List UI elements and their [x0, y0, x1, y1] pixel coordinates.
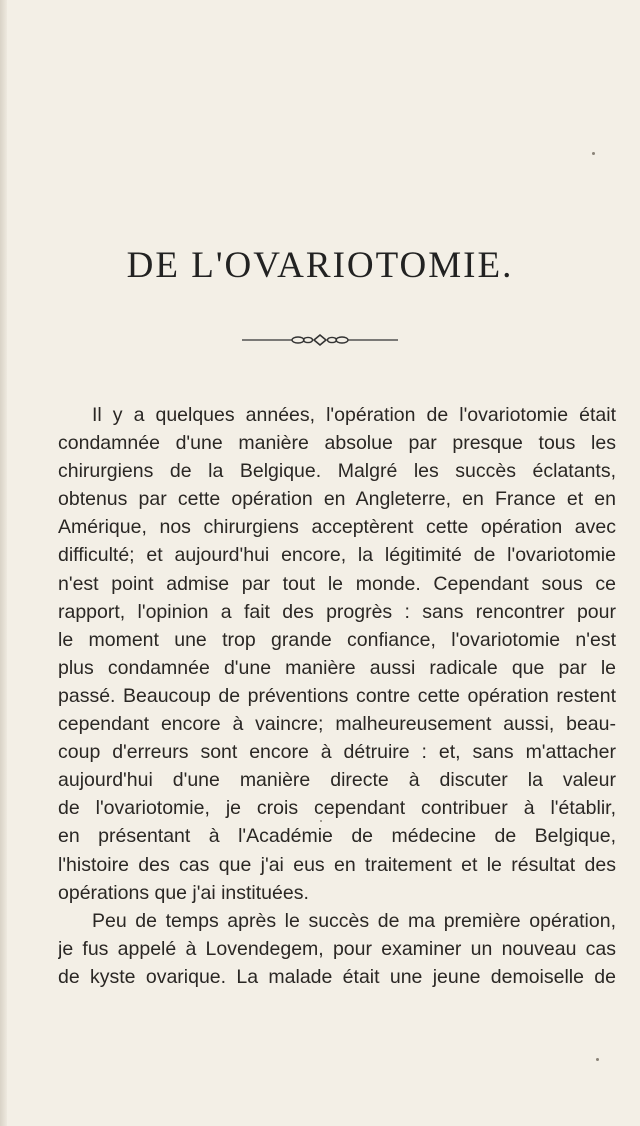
text-line: le moment une trop grande confiance, l'ovariotomie n'est — [58, 628, 616, 651]
text-line: Il y a quelques années, l'opération de l'ovariotomie était — [92, 404, 616, 426]
paper-speck — [596, 1058, 599, 1061]
text-line: rapport, l'opinion a fait des progrès : sans rencontrer pour — [58, 600, 616, 623]
text-line: condamnée d'une manière absolue par presque tous les — [58, 432, 616, 455]
text-line: passé. Beaucoup de préventions contre cette opération restent — [58, 684, 616, 707]
text-line: opérations que j'ai instituées. — [58, 881, 309, 904]
text-line: plus condamnée d'une manière aussi radicale que par le — [58, 656, 616, 679]
text-line: coup d'erreurs sont encore à détruire : et, sans m'attacher — [58, 741, 616, 764]
ornament-loop — [328, 337, 337, 342]
text-line: Amérique, nos chirurgiens acceptèrent cette opération avec — [58, 516, 616, 539]
text-line: Peu de temps après le succès de ma première opération, — [92, 909, 616, 932]
ornament-loop — [336, 337, 348, 343]
text-line: aujourd'hui d'une manière directe à discuter la valeur — [58, 769, 616, 792]
ornament-loop — [292, 337, 304, 343]
text-line: obtenus par cette opération en Angleterre, en France et en — [58, 488, 616, 511]
ornament-diamond — [314, 335, 326, 345]
ornament-divider — [240, 333, 400, 347]
text-line: en présentant à l'Académie de médecine de Belgique, — [58, 825, 616, 848]
text-line: de kyste ovarique. La malade était une jeune demoiselle de — [58, 965, 616, 988]
text-line: difficulté; et aujourd'hui encore, la légitimité de l'ovariotomie — [58, 544, 616, 567]
text-line: cependant encore à vaincre; malheureusement aussi, beau- — [58, 713, 616, 736]
text-line: l'histoire des cas que j'ai eus en traitement et le résultat des — [58, 853, 616, 876]
text-line: je fus appelé à Lovendegem, pour examiner un nouveau cas — [58, 937, 616, 960]
text-line: de l'ovariotomie, je crois cependant contribuer à l'établir, — [58, 797, 616, 820]
paper-speck — [592, 152, 595, 155]
body-text — [58, 401, 616, 991]
page-edge — [0, 0, 7, 1126]
page-title: DE L'OVARIOTOMIE. — [126, 245, 514, 286]
text-line: chirurgiens de la Belgique. Malgré les succès éclatants, — [58, 460, 616, 483]
text-line: n'est point admise par tout le monde. Cependant sous ce — [58, 572, 616, 595]
ornament-loop — [304, 337, 313, 342]
